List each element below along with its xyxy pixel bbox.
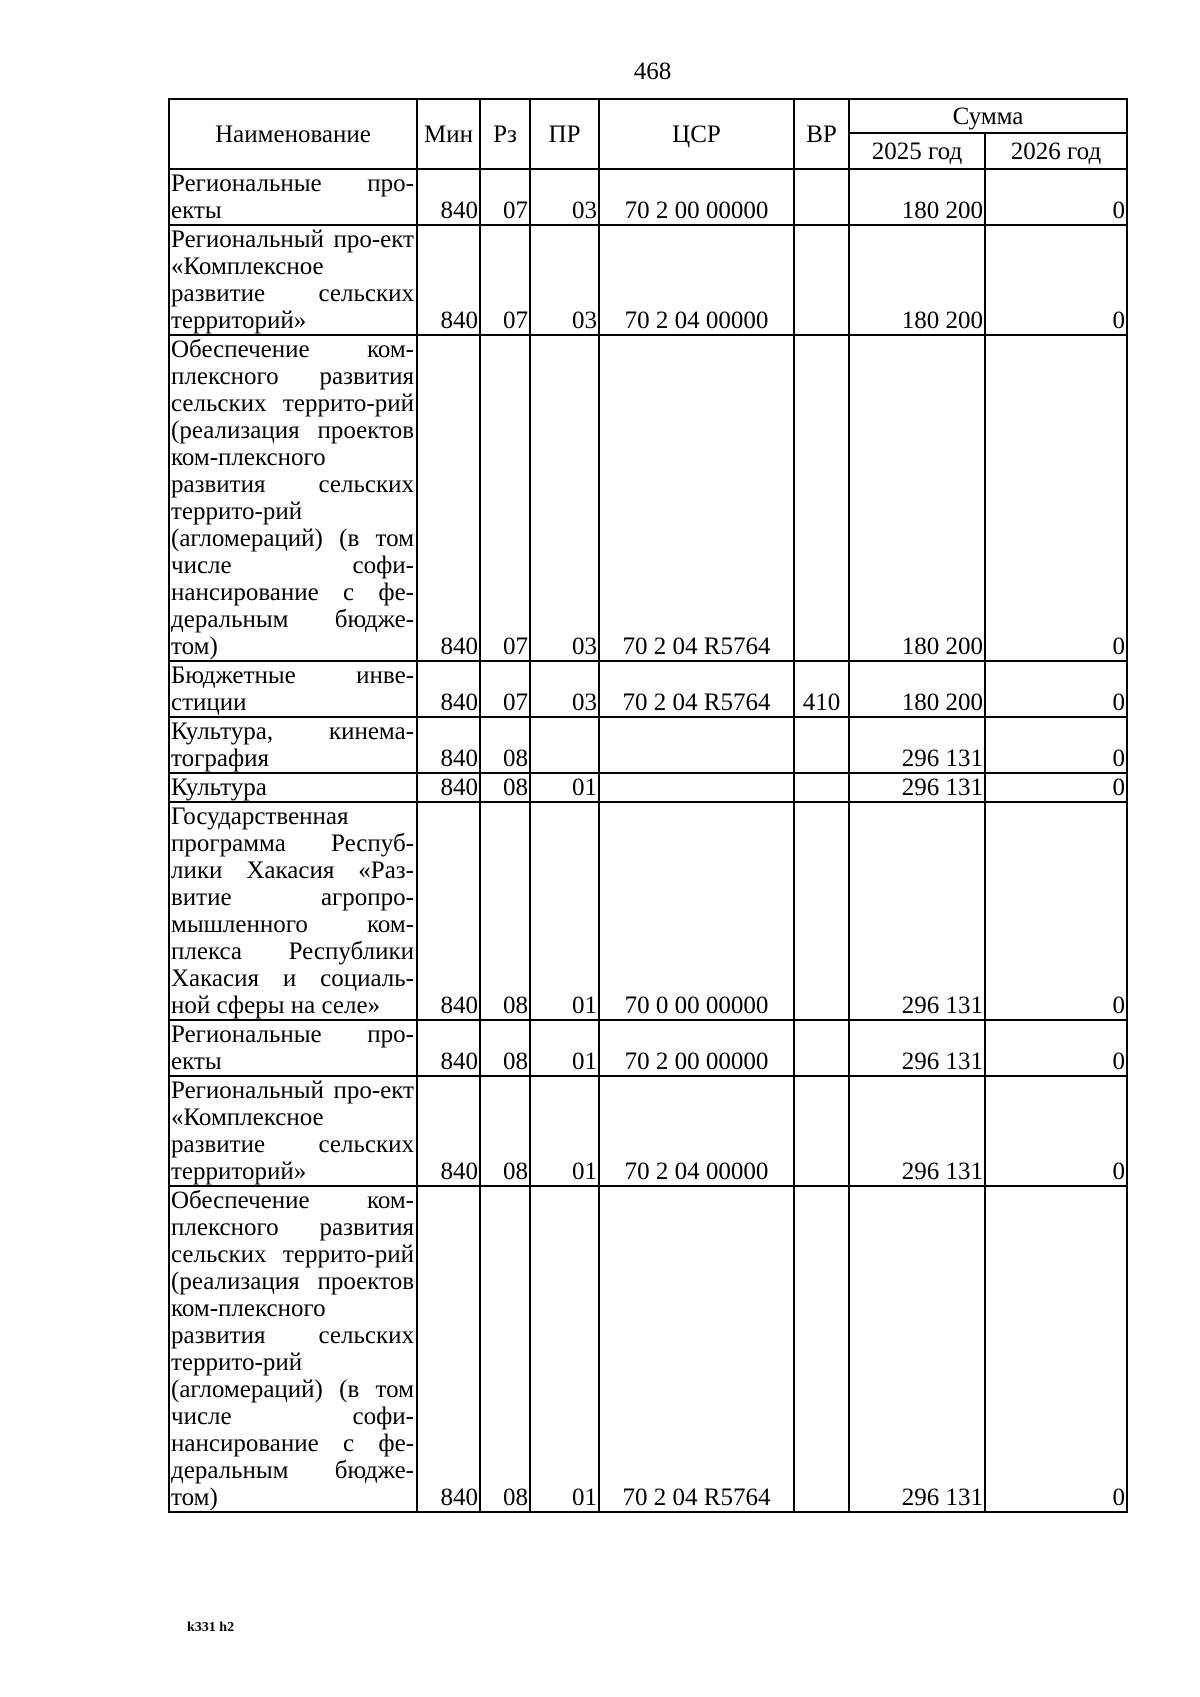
cell-rz: 08 xyxy=(480,1076,530,1186)
cell-csr: 70 0 00 00000 xyxy=(599,802,794,1020)
cell-rz: 08 xyxy=(480,717,530,773)
cell-min: 840 xyxy=(417,169,480,225)
table-row xyxy=(169,661,1127,717)
cell-rz: 07 xyxy=(480,169,530,225)
table-row xyxy=(169,335,1127,661)
cell-vr xyxy=(794,773,849,802)
cell-rz: 08 xyxy=(480,773,530,802)
cell-rz: 08 xyxy=(480,1186,530,1512)
cell-pr: 01 xyxy=(530,773,599,802)
cell-name: Обеспечение ком-плексного развития сельских террито-рий (реализация проектов ком-плексного развития сельских террито-рий (агломераций) (в том числе софи-нансирование с фе-деральным бюдже-том) xyxy=(169,1186,417,1512)
cell-name: Бюджетные инве-стиции xyxy=(169,661,417,717)
cell-vr xyxy=(794,1076,849,1186)
cell-rz: 07 xyxy=(480,225,530,335)
document-code: k331 h2 xyxy=(187,1620,235,1635)
cell-2025: 296 131 xyxy=(849,1076,985,1186)
header-pr: ПР xyxy=(530,99,599,169)
header-rz: Рз xyxy=(480,99,530,169)
cell-rz: 08 xyxy=(480,1020,530,1076)
cell-csr: 70 2 04 00000 xyxy=(599,1076,794,1186)
cell-2026: 0 xyxy=(985,661,1127,717)
cell-min: 840 xyxy=(417,661,480,717)
header-csr: ЦСР xyxy=(599,99,794,169)
cell-2025: 180 200 xyxy=(849,225,985,335)
cell-pr: 01 xyxy=(530,802,599,1020)
cell-2025: 296 131 xyxy=(849,802,985,1020)
cell-2025: 180 200 xyxy=(849,169,985,225)
header-sum: Сумма xyxy=(849,99,1127,133)
cell-vr xyxy=(794,1020,849,1076)
cell-csr xyxy=(599,773,794,802)
header-year-2026: 2026 год xyxy=(985,133,1127,169)
cell-2026: 0 xyxy=(985,773,1127,802)
cell-2026: 0 xyxy=(985,717,1127,773)
cell-name: Культура, кинема-тография xyxy=(169,717,417,773)
table-header xyxy=(169,99,1127,169)
cell-vr xyxy=(794,717,849,773)
table-row xyxy=(169,773,1127,802)
cell-min: 840 xyxy=(417,717,480,773)
cell-2025: 296 131 xyxy=(849,773,985,802)
cell-2026: 0 xyxy=(985,225,1127,335)
cell-2025: 180 200 xyxy=(849,335,985,661)
cell-pr: 03 xyxy=(530,661,599,717)
cell-min: 840 xyxy=(417,802,480,1020)
cell-min: 840 xyxy=(417,225,480,335)
cell-pr: 01 xyxy=(530,1076,599,1186)
cell-min: 840 xyxy=(417,1020,480,1076)
cell-csr: 70 2 00 00000 xyxy=(599,1020,794,1076)
cell-name: Региональный про-ект «Комплексное развитие сельских территорий» xyxy=(169,225,417,335)
cell-pr: 01 xyxy=(530,1186,599,1512)
table-row xyxy=(169,169,1127,225)
cell-name: Региональные про-екты xyxy=(169,1020,417,1076)
cell-pr: 03 xyxy=(530,335,599,661)
cell-csr: 70 2 00 00000 xyxy=(599,169,794,225)
cell-2026: 0 xyxy=(985,1186,1127,1512)
page-number: 468 xyxy=(633,58,672,85)
cell-2026: 0 xyxy=(985,1076,1127,1186)
cell-pr xyxy=(530,717,599,773)
cell-name: Культура xyxy=(169,773,417,802)
table-row xyxy=(169,1020,1127,1076)
header-vr: ВР xyxy=(794,99,849,169)
table-row xyxy=(169,717,1127,773)
cell-csr: 70 2 04 R5764 xyxy=(599,335,794,661)
cell-2026: 0 xyxy=(985,802,1127,1020)
cell-2026: 0 xyxy=(985,335,1127,661)
cell-pr: 03 xyxy=(530,225,599,335)
table-body xyxy=(169,169,1127,1512)
cell-vr: 410 xyxy=(794,661,849,717)
cell-rz: 07 xyxy=(480,661,530,717)
header-name: Наименование xyxy=(169,99,417,169)
cell-vr xyxy=(794,1186,849,1512)
cell-2026: 0 xyxy=(985,169,1127,225)
cell-csr: 70 2 04 R5764 xyxy=(599,661,794,717)
table-row xyxy=(169,1186,1127,1512)
cell-min: 840 xyxy=(417,335,480,661)
header-year-2025: 2025 год xyxy=(849,133,985,169)
cell-csr: 70 2 04 R5764 xyxy=(599,1186,794,1512)
header-min: Мин xyxy=(417,99,480,169)
cell-rz: 07 xyxy=(480,335,530,661)
cell-pr: 01 xyxy=(530,1020,599,1076)
budget-table xyxy=(168,98,1128,1513)
table-row xyxy=(169,802,1127,1020)
cell-vr xyxy=(794,335,849,661)
cell-name: Обеспечение ком-плексного развития сельских террито-рий (реализация проектов ком-плексного развития сельских террито-рий (агломераций) (в том числе софи-нансирование с фе-деральным бюдже-том) xyxy=(169,335,417,661)
cell-name: Региональные про-екты xyxy=(169,169,417,225)
cell-2025: 180 200 xyxy=(849,661,985,717)
cell-2025: 296 131 xyxy=(849,717,985,773)
cell-2025: 296 131 xyxy=(849,1020,985,1076)
cell-min: 840 xyxy=(417,1076,480,1186)
cell-vr xyxy=(794,802,849,1020)
cell-name: Региональный про-ект «Комплексное развитие сельских территорий» xyxy=(169,1076,417,1186)
table-row xyxy=(169,1076,1127,1186)
cell-vr xyxy=(794,225,849,335)
cell-2025: 296 131 xyxy=(849,1186,985,1512)
cell-name: Государственная программа Респуб-лики Хакасия «Раз-витие агропро-мышленного ком-плекса Республики Хакасия и социаль-ной сферы на селе» xyxy=(169,802,417,1020)
cell-rz: 08 xyxy=(480,802,530,1020)
cell-min: 840 xyxy=(417,773,480,802)
cell-csr: 70 2 04 00000 xyxy=(599,225,794,335)
cell-vr xyxy=(794,169,849,225)
table-row xyxy=(169,225,1127,335)
cell-pr: 03 xyxy=(530,169,599,225)
cell-csr xyxy=(599,717,794,773)
cell-2026: 0 xyxy=(985,1020,1127,1076)
cell-min: 840 xyxy=(417,1186,480,1512)
